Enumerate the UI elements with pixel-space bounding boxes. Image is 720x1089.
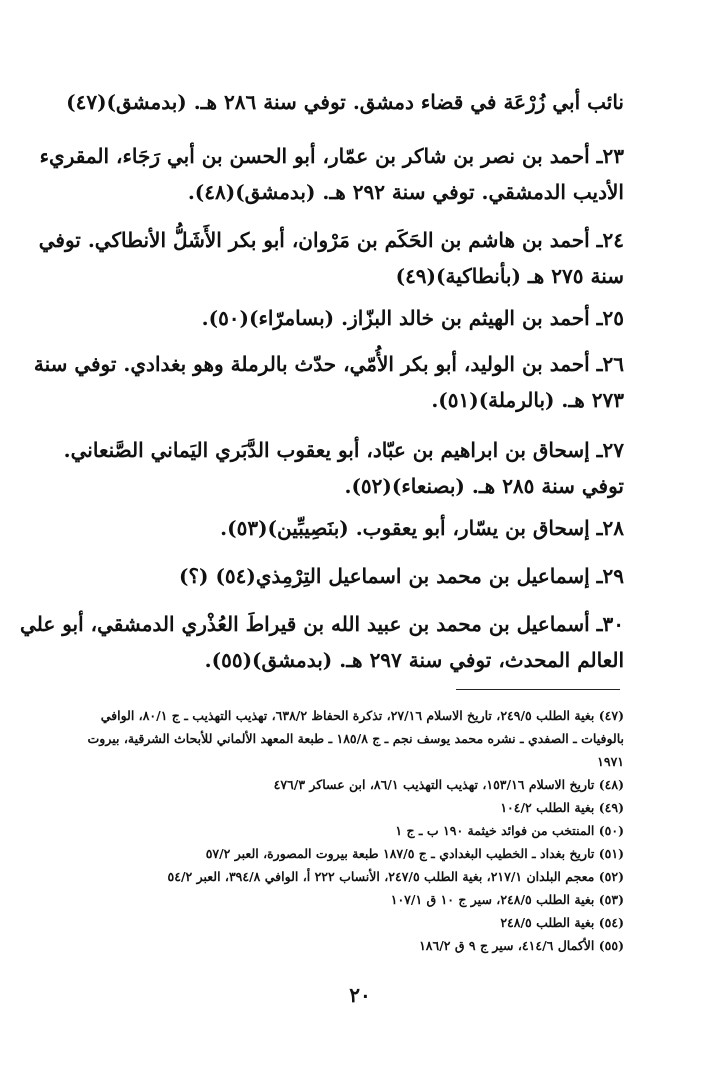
biography-entry-24 bbox=[38, 222, 624, 294]
footnote-line: (٤٩) بغية الطلب ١٠٤/٢ bbox=[500, 800, 624, 815]
footnote-line: (٥٢) معجم البلدان ٢١٧/١، بغية الطلب ٢٤٧/٥، الأنساب ٢٢٢ أ، الوافي ٣٩٤/٨، العبر ٥٤/٢ bbox=[167, 869, 624, 884]
entry-line: ٢٦ـ أحمد بن الوليد، أبو بكر الأُمّي، حدّث بالرملة وهو بغدادي. توفي سنة bbox=[33, 352, 624, 376]
entry-line: ٢٧٣ هـ. (بالرملة)(٥١). bbox=[431, 388, 624, 412]
entry-line: توفي سنة ٢٨٥ هـ. (بصنعاء)(٥٢). bbox=[344, 474, 624, 498]
biography-entry-23 bbox=[39, 138, 624, 210]
footnote-line: (٥٣) بغية الطلب ٢٤٨/٥، سير ج ١٠ ق ١٠٧/١ bbox=[390, 892, 624, 907]
entry-line: ٢٥ـ أحمد بن الهيثم بن خالد البزّاز. (بسامرّاء)(٥٠). bbox=[201, 306, 624, 330]
biography-entry-26 bbox=[33, 346, 624, 418]
entry-line: نائب أبي زُرْعَة في قضاء دمشق. توفي سنة ٢٨٦ هـ. (بدمشق)(٤٧) bbox=[66, 90, 624, 114]
entry-line: ٢٨ـ إسحاق بن يسّار، أبو يعقوب. (بنَصِيبِّين)(٥٣). bbox=[220, 516, 624, 540]
entry-line: العالم المحدث، توفي سنة ٢٩٧ هـ. (بدمشق)(٥٥). bbox=[204, 648, 624, 672]
footnote-line: بالوفيات ـ الصفدي ـ نشره محمد يوسف نجم ـ ج ١٨٥/٨ ـ طبعة المعهد الألماني للأبحاث الشرقية، بيروت bbox=[87, 731, 624, 746]
footnote-line: (٥٠) المنتخب من فوائد خيثمة ١٩٠ ب ـ ج ١ bbox=[395, 823, 624, 838]
footnote-line: (٥١) تاريخ بغداد ـ الخطيب البغدادي ـ ج ١٨٧/٥ طبعة بيروت المصورة، العبر ٥٧/٢ bbox=[205, 846, 624, 861]
entry-line: سنة ٢٧٥ هـ (بأنطاكية)(٤٩) bbox=[395, 264, 624, 288]
entry-line: ٣٠ـ أسماعيل بن محمد بن عبيد الله بن قيراطَ العُذْري الدمشقي، أبو علي bbox=[20, 612, 624, 636]
entry-line: الأديب الدمشقي. توفي سنة ٢٩٢ هـ. (بدمشق)(٤٨). bbox=[187, 180, 624, 204]
biography-entry-27 bbox=[63, 432, 624, 504]
footnote-line: (٤٨) تاريخ الاسلام ١٥٣/١٦، تهذيب التهذيب ٨٦/١، ابن عساكر ٤٧٦/٣ bbox=[273, 777, 624, 792]
footnote-line: (٤٧) بغية الطلب ٢٤٩/٥، تاريخ الاسلام ٢٧/١٦، تذكرة الحفاظ ٦٣٨/٢، تهذيب التهذيب ـ ج ٨٠/١، الوافي bbox=[100, 708, 624, 723]
entry-line: ٢٩ـ إسماعيل بن محمد بن اسماعيل التِرْمِذي(٥٤) (؟) bbox=[178, 564, 624, 588]
biography-entry-25 bbox=[70, 300, 624, 336]
biography-entry-continuation bbox=[66, 84, 624, 120]
footnote-line: (٥٥) الأكمال ٤١٤/٦، سير ج ٩ ق ١٨٦/٢ bbox=[419, 938, 624, 953]
footnote-line: (٥٤) بغية الطلب ٢٤٨/٥ bbox=[500, 915, 624, 930]
entry-line: ٢٣ـ أحمد بن نصر بن شاكر بن عمّار، أبو الحسن بن أبي رَجَاء، المقريء bbox=[39, 144, 624, 168]
footnote-line: ١٩٧١ bbox=[597, 754, 624, 769]
biography-entry-30 bbox=[20, 606, 624, 678]
biography-entry-28 bbox=[70, 510, 624, 546]
entry-line: ٢٧ـ إسحاق بن ابراهيم بن عبّاد، أبو يعقوب الدَّبَري اليَماني الصَّنعاني. bbox=[63, 438, 624, 462]
entry-line: ٢٤ـ أحمد بن هاشم بن الحَكَم بن مَرْوان، أبو بكر الأَشَلُّ الأنطاكي. توفي bbox=[38, 228, 624, 252]
page-number: ٢٠ bbox=[349, 983, 371, 1007]
biography-entry-29 bbox=[70, 558, 624, 594]
footnotes bbox=[70, 704, 624, 957]
footnote-divider bbox=[456, 689, 620, 690]
